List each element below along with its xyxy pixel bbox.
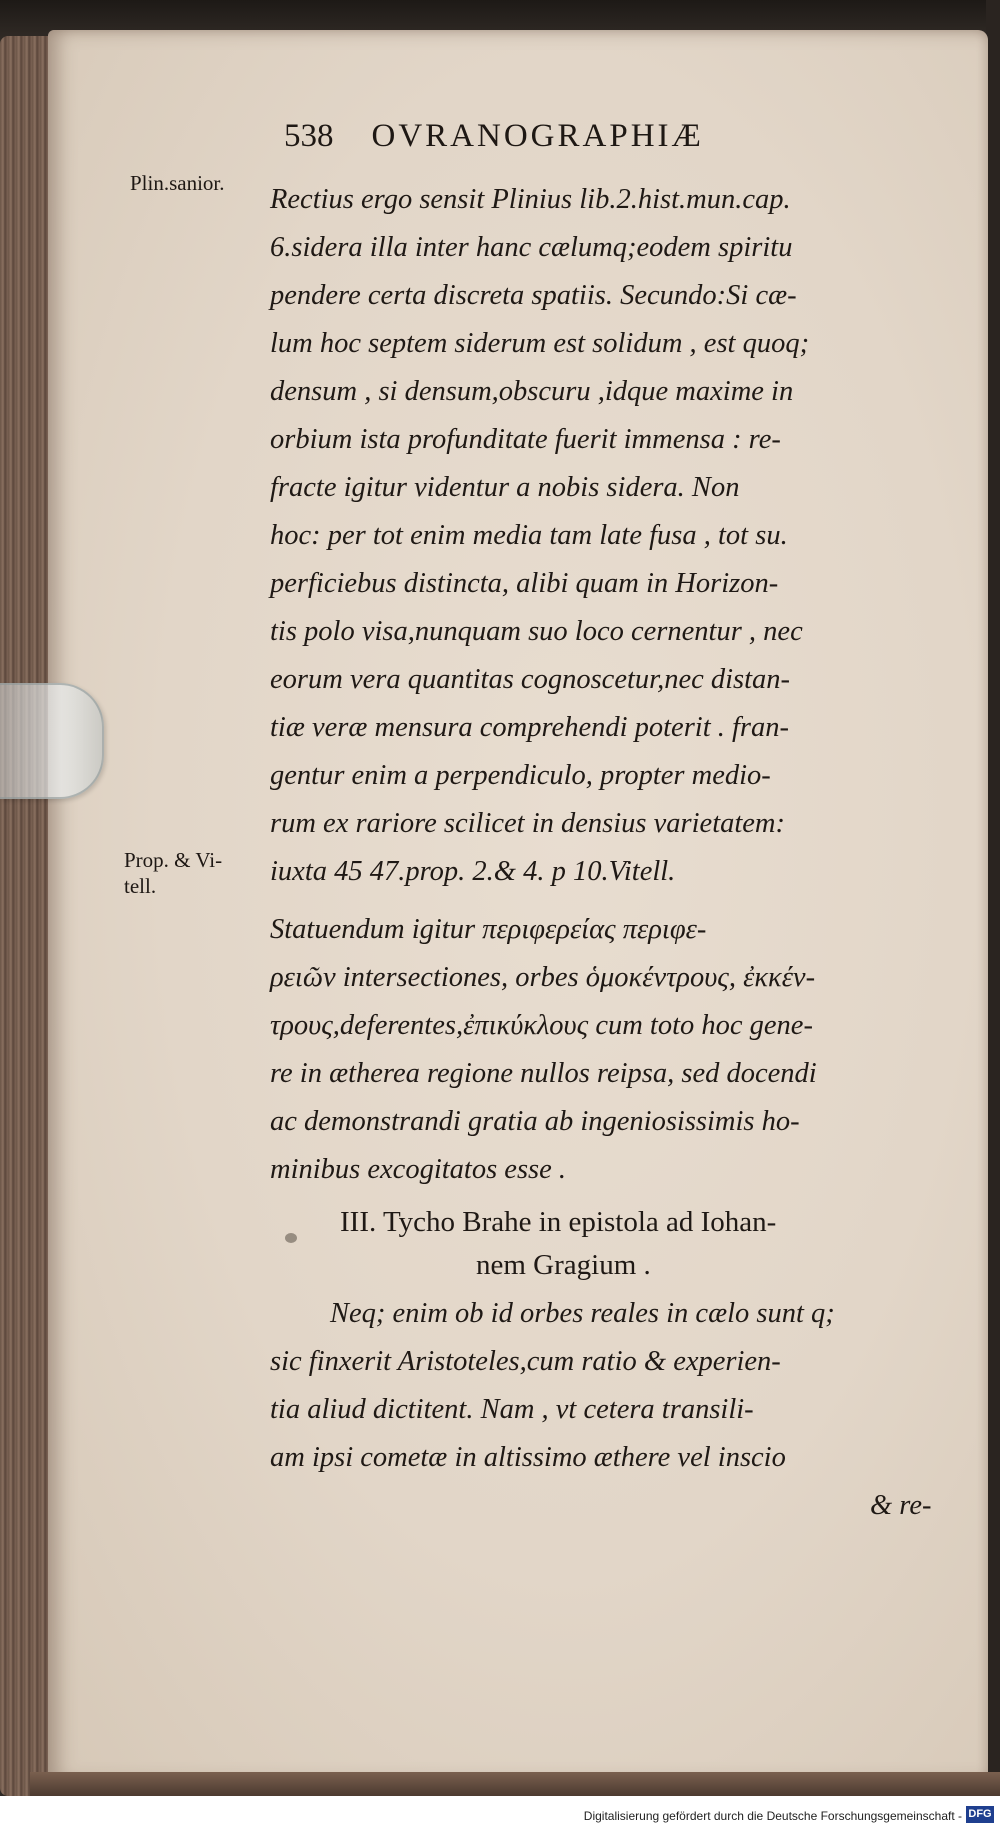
body-line: rum ex rariore scilicet in densius varietatem: bbox=[270, 808, 786, 839]
margin-note-line: Prop. & Vi- bbox=[124, 848, 223, 872]
background-right bbox=[986, 0, 1000, 1829]
body-line: ac demonstrandi gratia ab ingeniosissimis ho- bbox=[270, 1106, 800, 1137]
body-line: Statuendum igitur περιφερείας περιφε- bbox=[270, 914, 707, 945]
ink-stain bbox=[285, 1233, 297, 1243]
body-line: perficiebus distincta, alibi quam in Horizon- bbox=[270, 568, 779, 599]
page-header bbox=[284, 118, 704, 155]
running-title: OVRANOGRAPHIÆ bbox=[371, 118, 704, 154]
body-line: re in ætherea regione nullos reipsa, sed docendi bbox=[270, 1058, 817, 1089]
margin-note-line: tell. bbox=[124, 874, 157, 898]
body-line: hoc: per tot enim media tam late fusa , tot su. bbox=[270, 520, 788, 551]
body-line: tia aliud dictitent. Nam , vt cetera transili- bbox=[270, 1394, 754, 1425]
digitization-credit: Digitalisierung gefördert durch die Deutsche Forschungsgemeinschaft - bbox=[583, 1809, 962, 1823]
margin-note-line: Plin.sanior. bbox=[130, 171, 225, 195]
bookmark-clip bbox=[0, 683, 104, 799]
body-line: tis polo visa,nunquam suo loco cernentur , nec bbox=[270, 616, 803, 647]
body-line: sic finxerit Aristoteles,cum ratio & experien- bbox=[270, 1346, 781, 1377]
page-bottom-edge bbox=[30, 1772, 1000, 1796]
margin-note-vitellio bbox=[124, 847, 222, 899]
margin-note-pliny bbox=[130, 170, 225, 196]
body-line: Rectius ergo sensit Plinius lib.2.hist.mun.cap. bbox=[270, 184, 791, 215]
catchword: & re- bbox=[870, 1490, 932, 1521]
body-line: fracte igitur videntur a nobis sidera. Non bbox=[270, 472, 740, 503]
body-line: lum hoc septem siderum est solidum , est quoq; bbox=[270, 328, 810, 359]
body-line: ρειῶν intersectiones, orbes ὁμοκέντρους, ἐκκέν- bbox=[270, 962, 816, 993]
body-line: tiæ veræ mensura comprehendi poterit . fran- bbox=[270, 712, 790, 743]
body-line: densum , si densum,obscuru ,idque maxime in bbox=[270, 376, 794, 407]
body-line: gentur enim a perpendiculo, propter medio- bbox=[270, 760, 771, 791]
body-line: pendere certa discreta spatiis. Secundo:Si cæ- bbox=[270, 280, 797, 311]
body-line: τρους,deferentes,ἐπικύκλους cum toto hoc gene- bbox=[270, 1010, 813, 1041]
body-line: eorum vera quantitas cognoscetur,nec distan- bbox=[270, 664, 791, 695]
body-line: Neq; enim ob id orbes reales in cælo sunt q; bbox=[330, 1298, 835, 1329]
body-line: am ipsi cometæ in altissimo æthere vel inscio bbox=[270, 1442, 786, 1473]
dfg-logo-icon: DFG bbox=[966, 1806, 994, 1823]
body-line: orbium ista profunditate fuerit immensa : re- bbox=[270, 424, 781, 455]
page-number: 538 bbox=[284, 118, 334, 154]
section-heading-line: III. Tycho Brahe in epistola ad Iohan- bbox=[340, 1206, 777, 1238]
section-heading-line: nem Gragium . bbox=[476, 1249, 651, 1281]
body-line: iuxta 45 47.prop. 2.& 4. p 10.Vitell. bbox=[270, 856, 676, 887]
body-line: minibus excogitatos esse . bbox=[270, 1154, 567, 1185]
body-line: 6.sidera illa inter hanc cælumq;eodem spiritu bbox=[270, 232, 793, 263]
